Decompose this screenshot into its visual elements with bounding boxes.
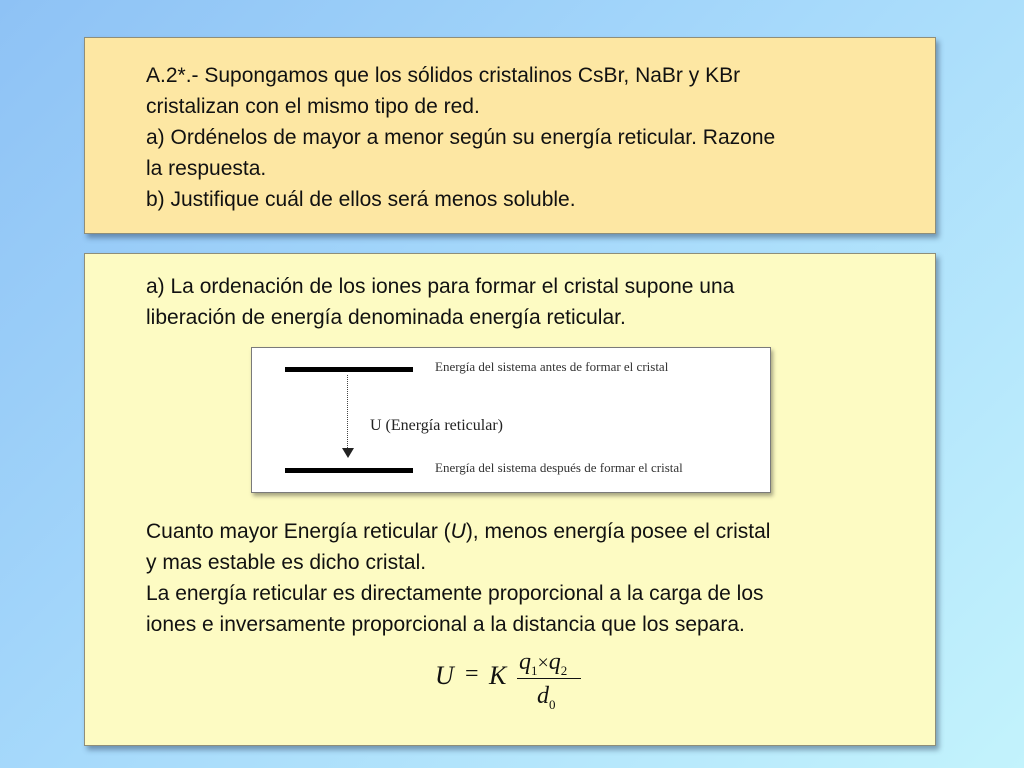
- question-line: b) Justifique cuál de ellos será menos soluble.: [146, 188, 576, 211]
- question-line: la respuesta.: [146, 157, 267, 180]
- formula-numerator: [519, 649, 567, 679]
- lattice-energy-formula: [435, 649, 595, 729]
- energy-level-before: [285, 367, 413, 372]
- answer-intro: [146, 271, 916, 333]
- formula-q1: q: [519, 649, 531, 675]
- label-lattice-energy: U (Energía reticular): [370, 417, 503, 434]
- formula-constant: K: [489, 661, 507, 690]
- formula-q2-sub: 2: [560, 662, 568, 678]
- question-line: a) Ordénelos de mayor a menor según su energía reticular. Razone: [146, 126, 776, 149]
- formula-d: d: [537, 683, 549, 709]
- explain-post: ), menos energía posee el cristal: [465, 520, 771, 543]
- formula-lhs: U: [435, 661, 454, 690]
- answer-explanation: [146, 516, 916, 640]
- answer-line: liberación de energía denominada energía reticular.: [146, 306, 626, 329]
- question-line: A.2*.- Supongamos que los sólidos cristalinos CsBr, NaBr y KBr: [146, 64, 741, 87]
- explain-var: U: [450, 520, 466, 543]
- formula-times: ×: [537, 652, 549, 674]
- label-after: Energía del sistema después de formar el cristal: [435, 460, 683, 475]
- formula-denominator: [537, 683, 556, 713]
- energy-diagram: [251, 347, 771, 493]
- arrow-down-icon: [342, 448, 354, 458]
- answer-line: iones e inversamente proporcional a la distancia que los separa.: [146, 613, 745, 636]
- energy-level-after: [285, 468, 413, 473]
- answer-panel: [84, 253, 936, 746]
- answer-line: La energía reticular es directamente proporcional a la carga de los: [146, 582, 764, 605]
- answer-line: y mas estable es dicho cristal.: [146, 551, 427, 574]
- formula-equals: =: [465, 661, 479, 687]
- question-text: [146, 60, 926, 215]
- answer-line: a) La ordenación de los iones para formar el cristal supone una: [146, 275, 735, 298]
- energy-arrow-line: [347, 375, 349, 450]
- formula-q2: q: [548, 649, 561, 675]
- formula-fraction-bar: [517, 678, 581, 679]
- explain-pre: Cuanto mayor Energía reticular (: [146, 520, 451, 543]
- formula-d-sub: 0: [549, 696, 556, 712]
- label-before: Energía del sistema antes de formar el cristal: [435, 359, 669, 374]
- question-line: cristalizan con el mismo tipo de red.: [146, 95, 480, 118]
- formula-q1-sub: 1: [531, 662, 538, 678]
- answer-line: [146, 516, 916, 547]
- question-panel: [84, 37, 936, 234]
